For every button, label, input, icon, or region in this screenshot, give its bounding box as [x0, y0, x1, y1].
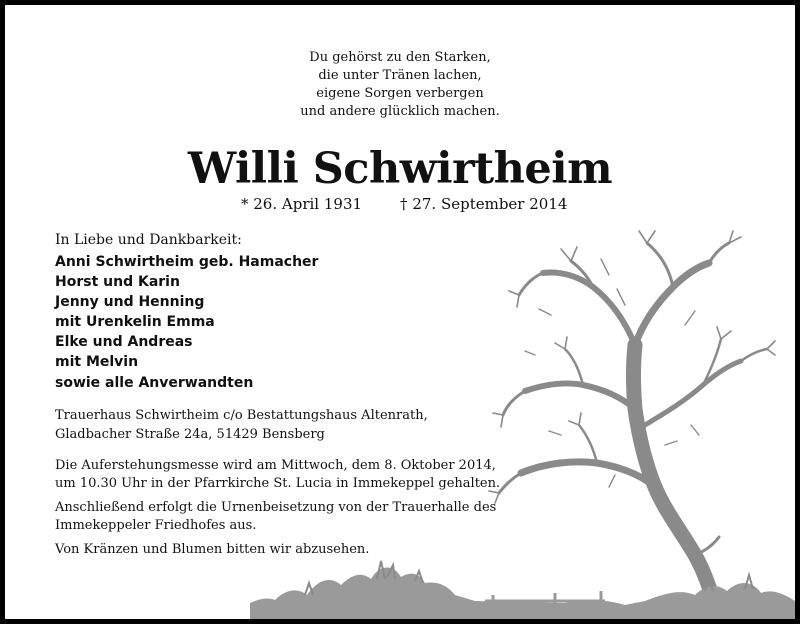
dedication-intro: In Liebe und Dankbarkeit: [55, 232, 242, 248]
deceased-name: Willi Schwirtheim [187, 144, 613, 194]
flowers-note: Von Kränzen und Blumen bitten wir abzusehen. [55, 542, 370, 557]
poem-line: Du gehörst zu den Starken, [309, 50, 491, 65]
poem-line: und andere glücklich machen. [300, 104, 500, 119]
address-line: Gladbacher Straße 24a, 51429 Bensberg [55, 427, 325, 442]
mourner-entry: Jenny und Henning [55, 294, 205, 311]
death-date: † 27. September 2014 [400, 195, 568, 213]
life-dates [241, 195, 567, 213]
mourner-entry: sowie alle Anverwandten [55, 374, 254, 391]
poem-line: eigene Sorgen verbergen [316, 86, 484, 101]
burial-line: Immekeppeler Friedhofes aus. [55, 518, 257, 533]
mourner-entry: Horst und Karin [55, 274, 180, 291]
burial-line: Anschließend erfolgt die Urnenbeisetzung von der Trauerhalle des [55, 500, 497, 515]
poem-line: die unter Tränen lachen, [318, 68, 482, 83]
mass-line: um 10.30 Uhr in der Pfarrkirche St. Lucia in Immekeppel gehalten. [55, 476, 501, 491]
mourner-entry: Elke und Andreas [55, 334, 193, 351]
meadow-fence-silhouette [250, 561, 795, 619]
mass-line: Die Auferstehungsmesse wird am Mittwoch, dem 8. Oktober 2014, [55, 458, 496, 473]
bare-tree-icon [489, 231, 775, 617]
mourners-list [55, 252, 318, 393]
address-line: Trauerhaus Schwirtheim c/o Bestattungshaus Altenrath, [55, 408, 428, 423]
mourner-entry: mit Melvin [55, 354, 139, 371]
mourning-house-address [55, 406, 428, 444]
birth-date: * 26. April 1931 [241, 195, 363, 213]
obituary-card [5, 5, 795, 619]
mourner-entry: Anni Schwirtheim geb. Hamacher [55, 254, 319, 270]
mourner-entry: mit Urenkelin Emma [55, 314, 215, 331]
memorial-poem [5, 49, 795, 121]
funeral-notice [55, 457, 500, 559]
